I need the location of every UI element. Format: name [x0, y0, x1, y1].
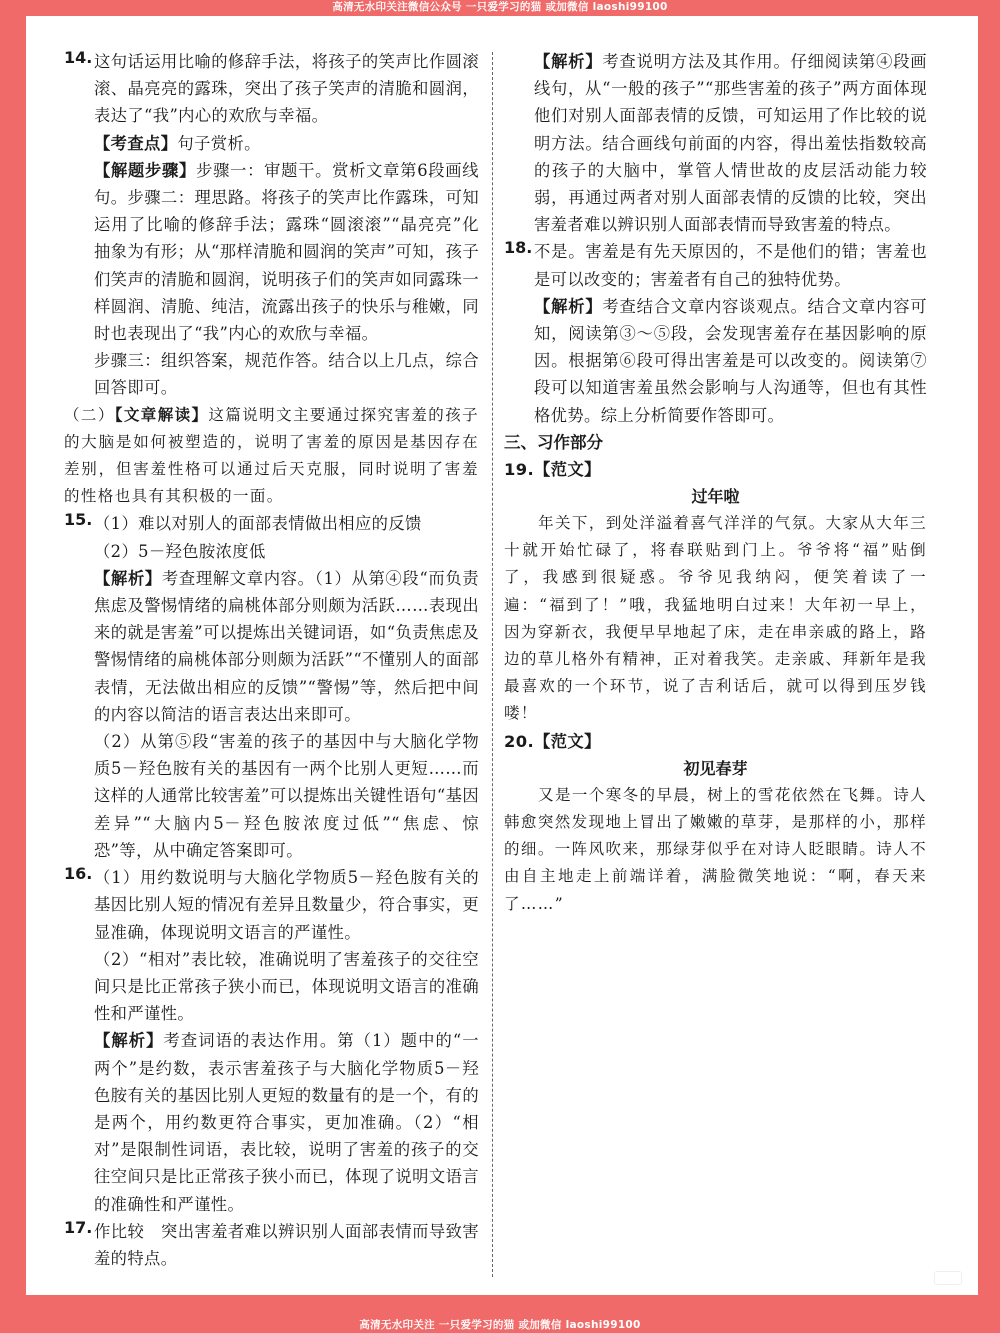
- question-16: [64, 864, 479, 1218]
- question-number: 14.: [64, 48, 93, 67]
- question-number: 15.: [64, 510, 93, 530]
- analysis: [94, 565, 479, 728]
- analysis: [94, 1027, 479, 1217]
- answer-text: 不是。害羞是有先天原因的，不是他们的错；害羞也是可以改变的；害羞者有自己的独特优势。: [534, 242, 927, 289]
- solution-steps-text: 步骤一：审题干。赏析文章第6段画线句。步骤二：理思路。将孩子的笑声比作露珠，可知运用了比喻的修辞手法；露珠“圆滚滚”“晶亮亮”化抽象为有形；从“那样清脆和圆润的笑声”可知，孩子们笑声的清脆和圆润，说明孩子们的笑声如同露珠一样圆润、清脆、纯洁，流露出孩子的快乐与稚嫩，同时也表现出了“我”内心的欢欣与幸福。: [94, 160, 479, 344]
- answer-part-2: （2）“相对”表比较，准确说明了害羞孩子的交往空间只是比正常孩子狭小而已，体现说明文语言的准确性和严谨性。: [94, 949, 479, 1024]
- answer-page: [26, 16, 978, 1295]
- question-20-header: [504, 728, 927, 755]
- question-17-analysis: [504, 48, 927, 238]
- question-20: [504, 728, 927, 918]
- question-number: 20.: [504, 731, 535, 751]
- question-15: [64, 510, 479, 864]
- solution-steps-tag: 【解题步骤】: [94, 160, 197, 180]
- article-interpretation-tag: 【文章解读】: [114, 405, 209, 424]
- corner-mark: [934, 1271, 962, 1285]
- question-number: 17.: [64, 1217, 93, 1237]
- question-number: 16.: [64, 864, 93, 884]
- section-heading: 三、习作部分: [504, 432, 603, 452]
- answer-part-2: （2）5－羟色胺浓度低: [94, 541, 266, 561]
- column-divider: [492, 52, 493, 1277]
- left-column: [64, 48, 479, 1272]
- article-section-prefix: （二）: [64, 405, 115, 424]
- question-14: [64, 48, 479, 402]
- right-column: [504, 48, 927, 918]
- solution-step-3: 步骤三：组织答案，规范作答。结合以上几点，综合回答即可。: [94, 351, 479, 398]
- analysis-text: 考查说明方法及其作用。仔细阅读第④段画线句，从“一般的孩子”“那些害羞的孩子”两方面体现他们对别人面部表情的反馈，可知运用了作比较的说明方法。结合画线句前面的内容，得出羞怯指数较高的孩子的大脑中，掌管人情世故的皮层活动能力较弱，再通过两者对别人面部表情的反馈的比较，突出害羞者难以辨识别人面部表情而导致害羞的特点。: [534, 52, 927, 235]
- question-19-header: [504, 456, 927, 483]
- analysis-tag: 【解析】: [94, 1031, 164, 1051]
- essay-body: 又是一个寒冬的早晨，树上的雪花依然在飞舞。诗人韩愈突然发现地上冒出了嫩嫩的草芽，是那样的小，那样的细。一阵风吹来，那绿芽似乎在对诗人眨眼睛。诗人不由自主地走上前端详着，满脸微笑地说：“啊，春天来了……”: [504, 785, 927, 913]
- essay-title: 过年啦: [691, 487, 740, 507]
- answer-part-1: （1）难以对别人的面部表情做出相应的反馈: [94, 514, 422, 534]
- model-essay-tag: 【范文】: [534, 731, 601, 751]
- analysis: [534, 293, 927, 429]
- question-number: 19.: [504, 459, 535, 479]
- question-18: [504, 238, 927, 428]
- top-watermark: 高清无水印关注微信公众号 一只爱学习的猫 或加微信 laoshi99100: [332, 1, 668, 13]
- analysis: [534, 48, 927, 238]
- analysis-text: 考查结合文章内容谈观点。结合文章内容可知，阅读第③～⑤段，会发现害羞存在基因影响的原因。根据第⑥段可得出害羞是可以改变的。阅读第⑦段可以知道害羞虽然会影响与人沟通等，但也有其性格优势。综上分析简要作答即可。: [534, 296, 927, 425]
- analysis-part-2: （2）从第⑤段“害羞的孩子的基因中与大脑化学物质5－羟色胺有关的基因有一两个比别人更短……而这样的人通常比较害羞”可以提炼出关键性语句“基因差异”“大脑内5－羟色胺浓度过低”“焦虑、惊恐”等，从中确定答案即可。: [94, 732, 479, 860]
- analysis-tag: 【解析】: [534, 52, 603, 71]
- question-19: [504, 456, 927, 728]
- exam-point-tag: 【考查点】: [94, 133, 178, 153]
- question-17: [64, 1218, 479, 1272]
- exam-point: [94, 130, 479, 157]
- answer-text: 作比较 突出害羞者难以辨识别人面部表情而导致害羞的特点。: [94, 1221, 479, 1268]
- article-interpretation-text: 这篇说明文主要通过探究害羞的孩子的大脑是如何被塑造的，说明了害羞的原因是基因存在差别，但害羞性格可以通过后天克服，同时说明了害羞的性格也具有其积极的一面。: [64, 405, 480, 506]
- question-number: 18.: [504, 238, 533, 258]
- model-essay-tag: 【范文】: [534, 459, 601, 479]
- bottom-watermark: 高清无水印关注 一只爱学习的猫 或加微信 laoshi99100: [359, 1319, 641, 1331]
- analysis-text: 考查词语的表达作用。第（1）题中的“一两个”是约数，表示害羞孩子与大脑化学物质5－羟色胺有关的基因比别人更短的数量有的是一个，有的是两个，用约数更符合事实，更加准确。（2）“相对”是限制性词语，表比较，说明了害羞的孩子的交往空间只是比正常孩子狭小而已，体现了说明文语言的准确性和严谨性。: [94, 1031, 479, 1214]
- answer-text: 这句话运用比喻的修辞手法，将孩子的笑声比作圆滚滚、晶亮亮的露珠，突出了孩子笑声的清脆和圆润，表达了“我”内心的欢欣与幸福。: [94, 52, 479, 126]
- analysis-text: 考查理解文章内容。（1）从第④段“而负责焦虑及警惕情绪的扁桃体部分则颇为活跃……表现出来的就是害羞”可以提炼出关键词语，如“负责焦虑及警惕情绪的扁桃体部分则颇为活跃”“不懂别人的面部表情，无法做出相应的反馈”“警惕”等，然后把中间的内容以简洁的语言表达出来即可。: [94, 568, 479, 724]
- answer-part-1: （1）用约数说明与大脑化学物质5－羟色胺有关的基因比别人短的情况有差异且数量少，符合事实，更显准确，体现说明文语言的严谨性。: [94, 868, 479, 942]
- solution-steps: [94, 157, 479, 347]
- analysis-tag: 【解析】: [534, 296, 603, 316]
- analysis-tag: 【解析】: [94, 568, 162, 588]
- essay-body: 年关下，到处洋溢着喜气洋洋的气氛。大家从大年三十就开始忙碌了，将春联贴到门上。爷爷将“福”贴倒了，我感到很疑惑。爷爷见我纳闷，便笑着读了一遍：“福到了！”哦，我猛地明白过来！大年初一早上，因为穿新衣，我便早早地起了床，走在串亲戚的路上，路边的草儿格外有精神，正对着我笑。走亲戚、拜新年是我最喜欢的一个环节，说了吉利话后，就可以得到压岁钱喽！: [504, 514, 927, 723]
- essay-title: 初见春芽: [683, 758, 748, 778]
- exam-point-text: 句子赏析。: [177, 133, 261, 153]
- article-interpretation: [64, 402, 479, 511]
